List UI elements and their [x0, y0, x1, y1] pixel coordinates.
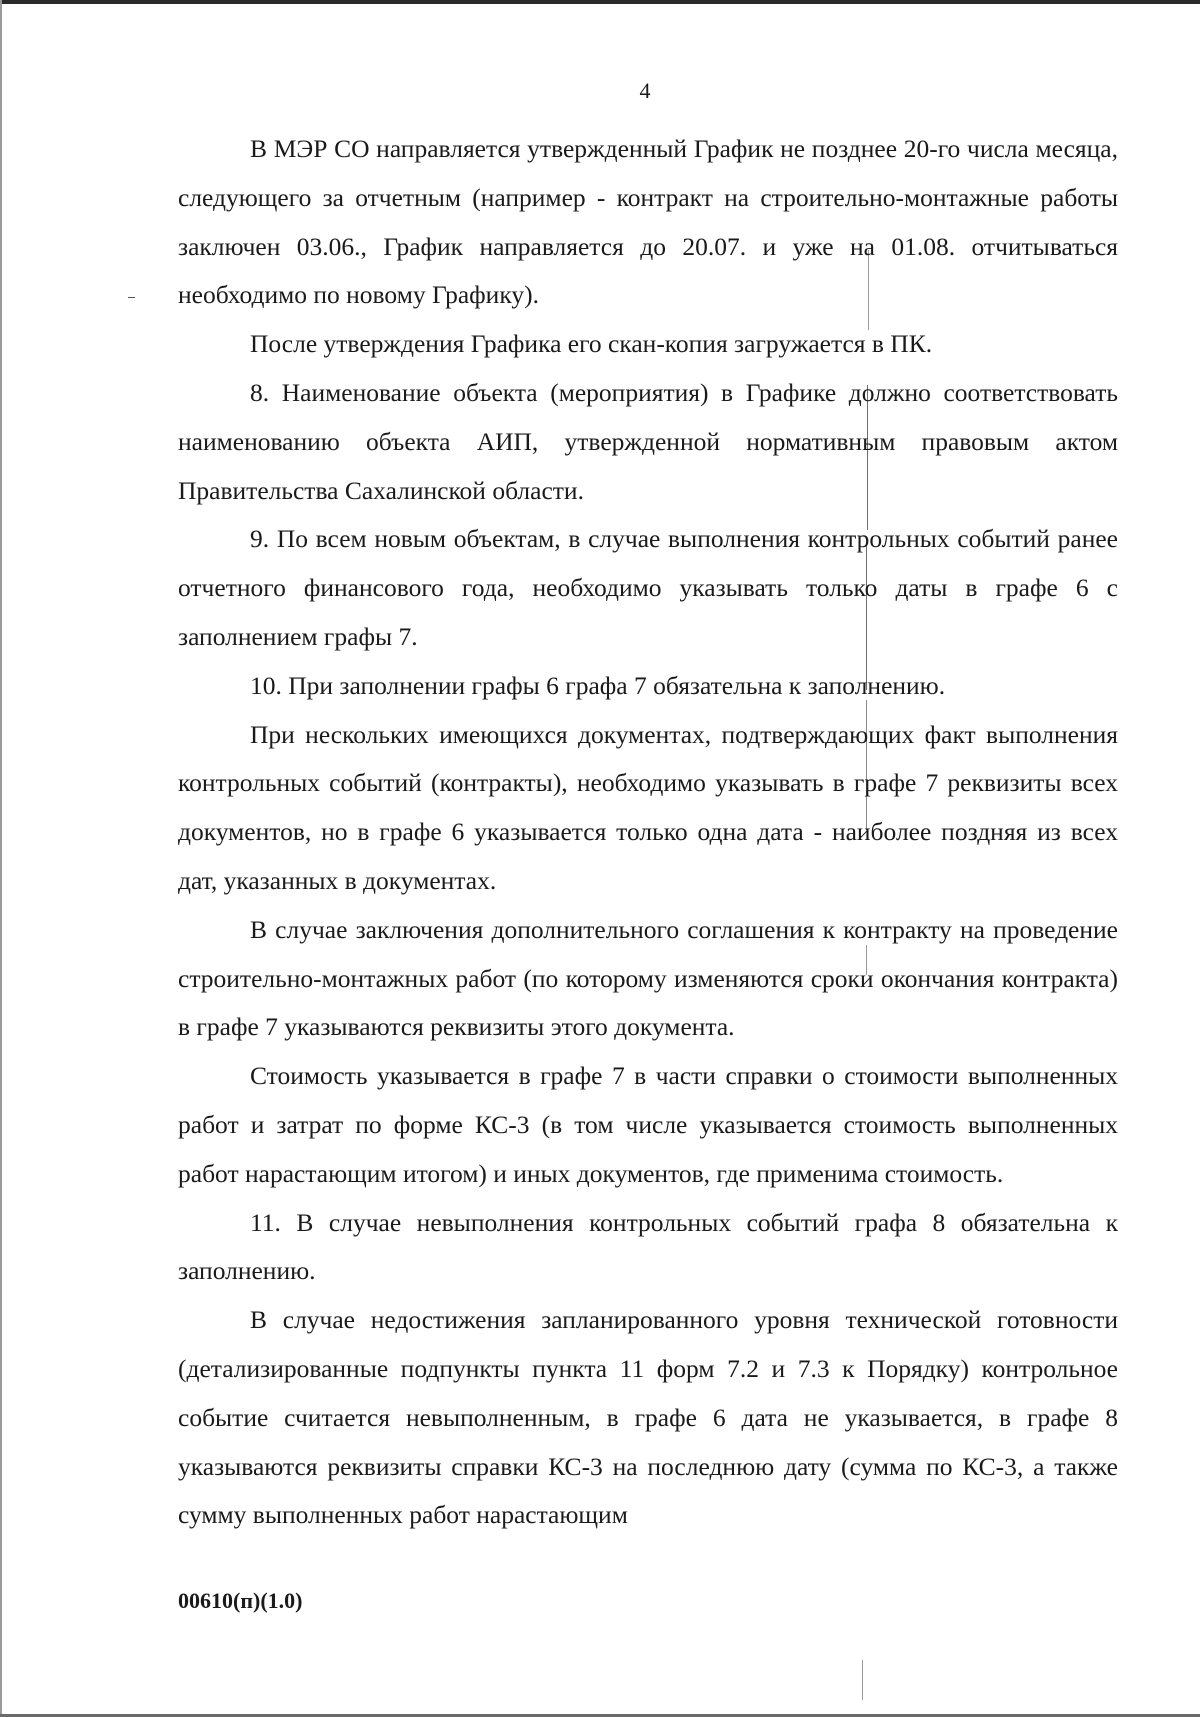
paragraph: В случае недостижения запланированного уровня технической готовности (детализированные подпункты пункта 11 форм 7.2 и 7.3 к Порядку) контрольное событие считается невыполненным, в графе 6 дата не указывается, в графе 8 указываются реквизиты справки КС-3 на последнюю дату (сумма по КС-3, а также сумму выполненных работ нарастающим — [178, 1305, 1118, 1530]
paragraph: При нескольких имеющихся документах, подтверждающих факт выполнения контрольных событий (контракты), необходимо указывать в графе 7 реквизиты всех документов, но в графе 6 указывается только одна дата - наиболее поздняя из всех дат, указанных в документах. — [178, 719, 1118, 895]
paragraph: 11. В случае невыполнения контрольных событий графа 8 обязательна к заполнению. — [178, 1207, 1118, 1286]
document-code: 00610(п)(1.0) — [178, 1588, 303, 1613]
scan-crease — [862, 1660, 863, 1700]
paragraph: В МЭР СО направляется утвержденный График не позднее 20-го числа месяца, следующего за отчетным (например - контракт на строительно-монтажные работы заключен 03.06., График направляется до 20.07. и уже на 01.08. отчитываться необходимо по новому Графику). — [178, 134, 1118, 310]
paragraph: Стоимость указывается в графе 7 в части справки о стоимости выполненных работ и затрат по форме КС-3 (в том числе указывается стоимость выполненных работ нарастающим итогом) и иных документов, где применима стоимость. — [178, 1061, 1118, 1188]
paragraph: 8. Наименование объекта (мероприятия) в Графике должно соответствовать наименованию объекта АИП, утвержденной нормативным правовым актом Правительства Сахалинской области. — [178, 377, 1118, 505]
scan-mark — [128, 297, 135, 298]
scan-edge-top — [0, 0, 1200, 4]
paragraph: 10. При заполнении графы 6 графа 7 обязательна к заполнению. — [250, 670, 946, 700]
paragraph: В случае заключения дополнительного соглашения к контракту на проведение строительно-монтажных работ (по которому изменяются сроки окончания контракта) в графе 7 указываются реквизиты этого документа. — [178, 914, 1118, 1042]
page-number: 4 — [639, 78, 651, 103]
paragraph: После утверждения Графика его скан-копия загружается в ПК. — [250, 329, 933, 359]
scan-edge-left — [0, 0, 2, 1717]
document-body — [178, 125, 1118, 1540]
paragraph: 9. По всем новым объектам, в случае выполнения контрольных событий ранее отчетного финансового года, необходимо указывать только даты в графе 6 с заполнением графы 7. — [178, 524, 1118, 651]
